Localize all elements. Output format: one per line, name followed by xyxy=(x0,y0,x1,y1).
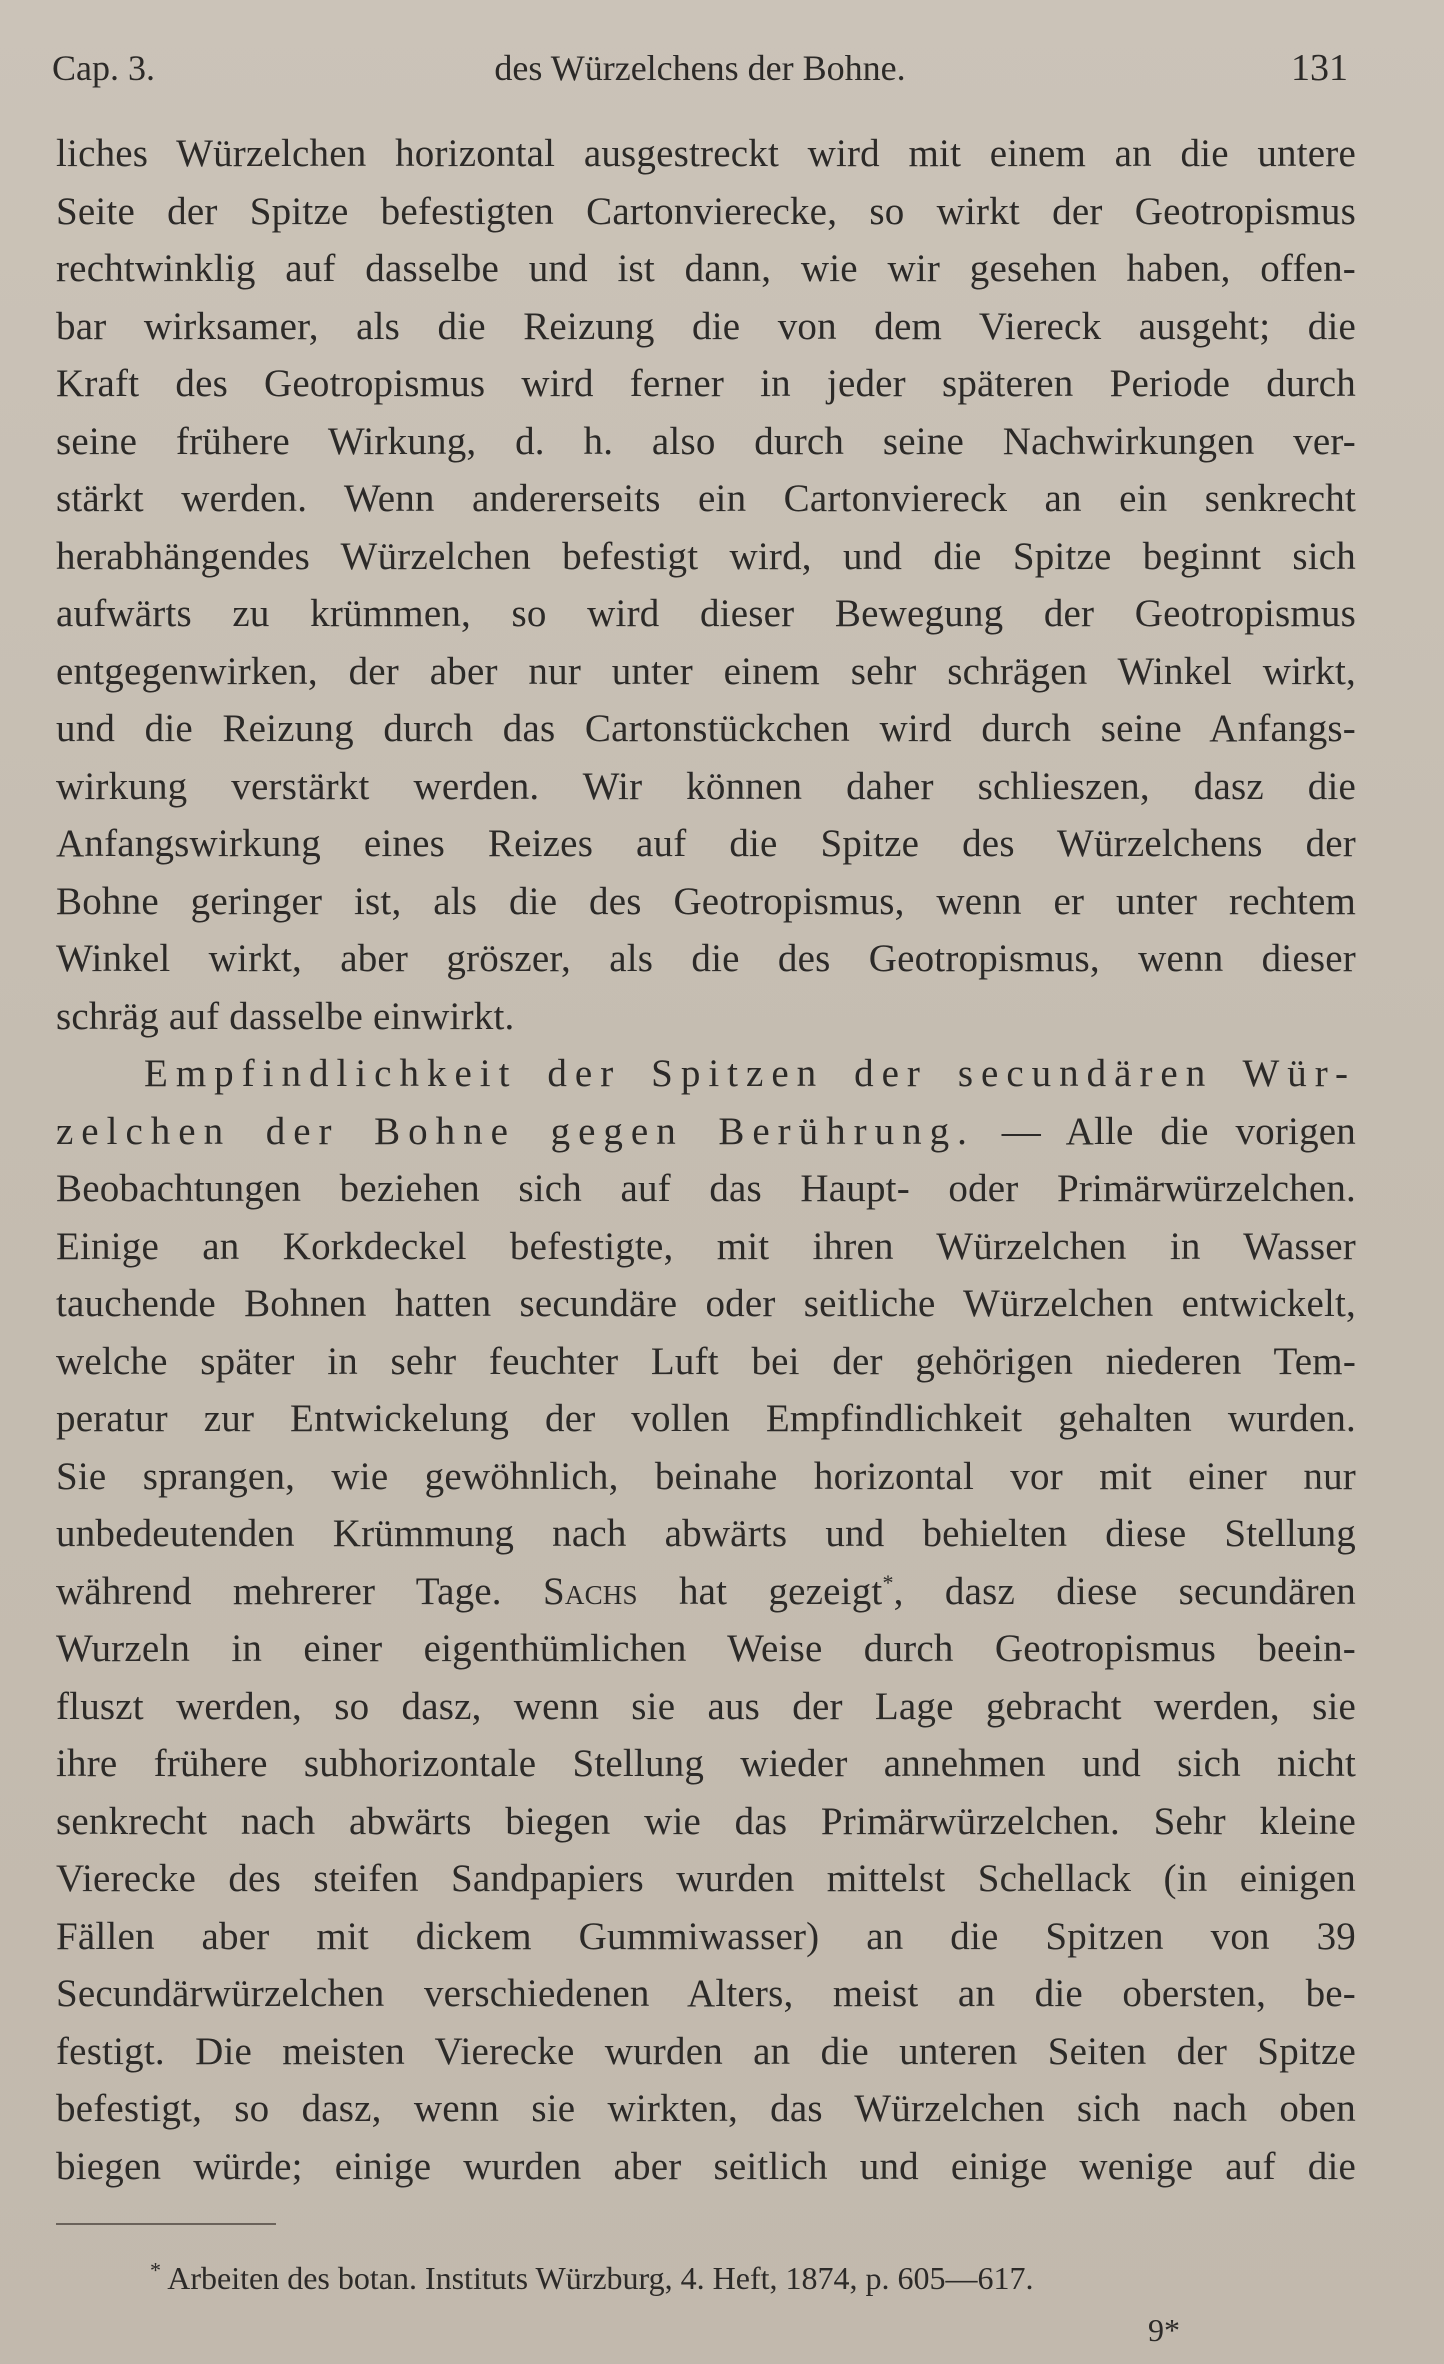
text-line: peratur zur Entwickelung der vollen Empfindlichkeit gehalten wurden. xyxy=(56,1397,1356,1440)
text-line: welche später in sehr feuchter Luft bei der gehörigen niederen Tem- xyxy=(56,1339,1356,1383)
printer-signature: 9* xyxy=(1148,2312,1180,2348)
text-line: Bohne geringer ist, als die des Geotropismus, wenn er unter rechtem xyxy=(56,879,1356,923)
text-line: Secundärwürzelchen verschiedenen Alters, meist an die obersten, be- xyxy=(56,1972,1356,2015)
section-heading-line xyxy=(56,1045,1356,1103)
text-line: Einige an Korkdeckel befestigte, mit ihren Würzelchen in Wasser xyxy=(56,1224,1356,1268)
text-line: tauchende Bohnen hatten secundäre oder seitliche Würzelchen entwickelt, xyxy=(56,1282,1356,1325)
main-text xyxy=(56,125,1356,2195)
footnote xyxy=(150,2256,1033,2300)
text-line: ihre frühere subhorizontale Stellung wieder annehmen und sich nicht xyxy=(56,1742,1356,1785)
text-line: Beobachtungen beziehen sich auf das Haupt- oder Primärwürzelchen. xyxy=(56,1167,1356,1210)
text-segment: hat gezeigt xyxy=(637,1569,883,1613)
text-line: bar wirksamer, als die Reizung die von dem Viereck ausgeht; die xyxy=(56,304,1356,348)
text-line: stärkt werden. Wenn andererseits ein Cartonviereck an ein senkrecht xyxy=(56,477,1356,520)
text-segment: , dasz diese secundären xyxy=(893,1569,1356,1613)
footnote-marker[interactable]: * xyxy=(882,1569,894,1595)
text-line: festigt. Die meisten Vierecke wurden an die unteren Seiten der Spitze xyxy=(56,2029,1356,2073)
text-line: unbedeutenden Krümmung nach abwärts und behielten diese Stellung xyxy=(56,1512,1356,1555)
section-heading-cont: zelchen der Bohne gegen Berührung. xyxy=(56,1109,975,1153)
text-line: Vierecke des steifen Sandpapiers wurden mittelst Schellack (in einigen xyxy=(56,1857,1356,1900)
text-line: Seite der Spitze befestigten Cartonvierecke, so wirkt der Geotropismus xyxy=(56,189,1356,233)
section-heading-line xyxy=(56,1103,1356,1161)
text-line: aufwärts zu krümmen, so wird dieser Bewegung der Geotropismus xyxy=(56,592,1356,635)
running-title: des Würzelchens der Bohne. xyxy=(494,48,906,88)
text-line: Kraft des Geotropismus wird ferner in jeder späteren Periode durch xyxy=(56,362,1356,405)
chapter-label: Cap. 3. xyxy=(52,48,155,88)
running-header xyxy=(52,38,1348,98)
text-line: wirkung verstärkt werden. Wir können daher schlieszen, dasz die xyxy=(56,764,1356,808)
text-line: befestigt, so dasz, wenn sie wirkten, das Würzelchen sich nach oben xyxy=(56,2087,1356,2130)
text-line: Sie sprangen, wie gewöhnlich, beinahe horizontal vor mit einer nur xyxy=(56,1454,1356,1498)
page-number: 131 xyxy=(1291,47,1348,89)
heading-continuation: — Alle die vorigen xyxy=(974,1109,1356,1153)
text-line: entgegenwirken, der aber nur unter einem sehr schrägen Winkel wirkt, xyxy=(56,649,1356,693)
author-name: Sachs xyxy=(543,1569,638,1613)
text-line: senkrecht nach abwärts biegen wie das Primärwürzelchen. Sehr kleine xyxy=(56,1799,1356,1843)
text-line: Winkel wirkt, aber gröszer, als die des Geotropismus, wenn dieser xyxy=(56,937,1356,980)
text-line: rechtwinklig auf dasselbe und ist dann, wie wir gesehen haben, offen- xyxy=(56,247,1356,290)
text-line: seine frühere Wirkung, d. h. also durch seine Nachwirkungen ver- xyxy=(56,419,1356,463)
footnote-text: Arbeiten des botan. Instituts Würzburg, 4. Heft, 1874, p. 605—617. xyxy=(161,2260,1034,2296)
text-line: und die Reizung durch das Cartonstückchen wird durch seine Anfangs- xyxy=(56,707,1356,750)
text-segment: während mehrerer Tage. xyxy=(56,1569,543,1613)
text-line-with-citation xyxy=(56,1563,1356,1621)
text-line: schräg auf dasselbe einwirkt. xyxy=(56,994,515,1038)
text-line: fluszt werden, so dasz, wenn sie aus der Lage gebracht werden, sie xyxy=(56,1684,1356,1728)
text-line: Fällen aber mit dickem Gummiwasser) an die Spitzen von 39 xyxy=(56,1914,1356,1958)
text-line: biegen würde; einige wurden aber seitlich und einige wenige auf die xyxy=(56,2144,1356,2188)
text-line: Anfangswirkung eines Reizes auf die Spitze des Würzelchens der xyxy=(56,822,1356,865)
text-line: herabhängendes Würzelchen befestigt wird, und die Spitze beginnt sich xyxy=(56,534,1356,578)
section-heading: Empfindlichkeit der Spitzen der secundären Wür- xyxy=(144,1052,1356,1095)
footnote-divider xyxy=(56,2223,276,2225)
text-line: liches Würzelchen horizontal ausgestreckt wird mit einem an die untere xyxy=(56,132,1356,175)
footnote-marker: * xyxy=(150,2257,161,2283)
text-line: Wurzeln in einer eigenthümlichen Weise durch Geotropismus beein- xyxy=(56,1627,1356,1670)
